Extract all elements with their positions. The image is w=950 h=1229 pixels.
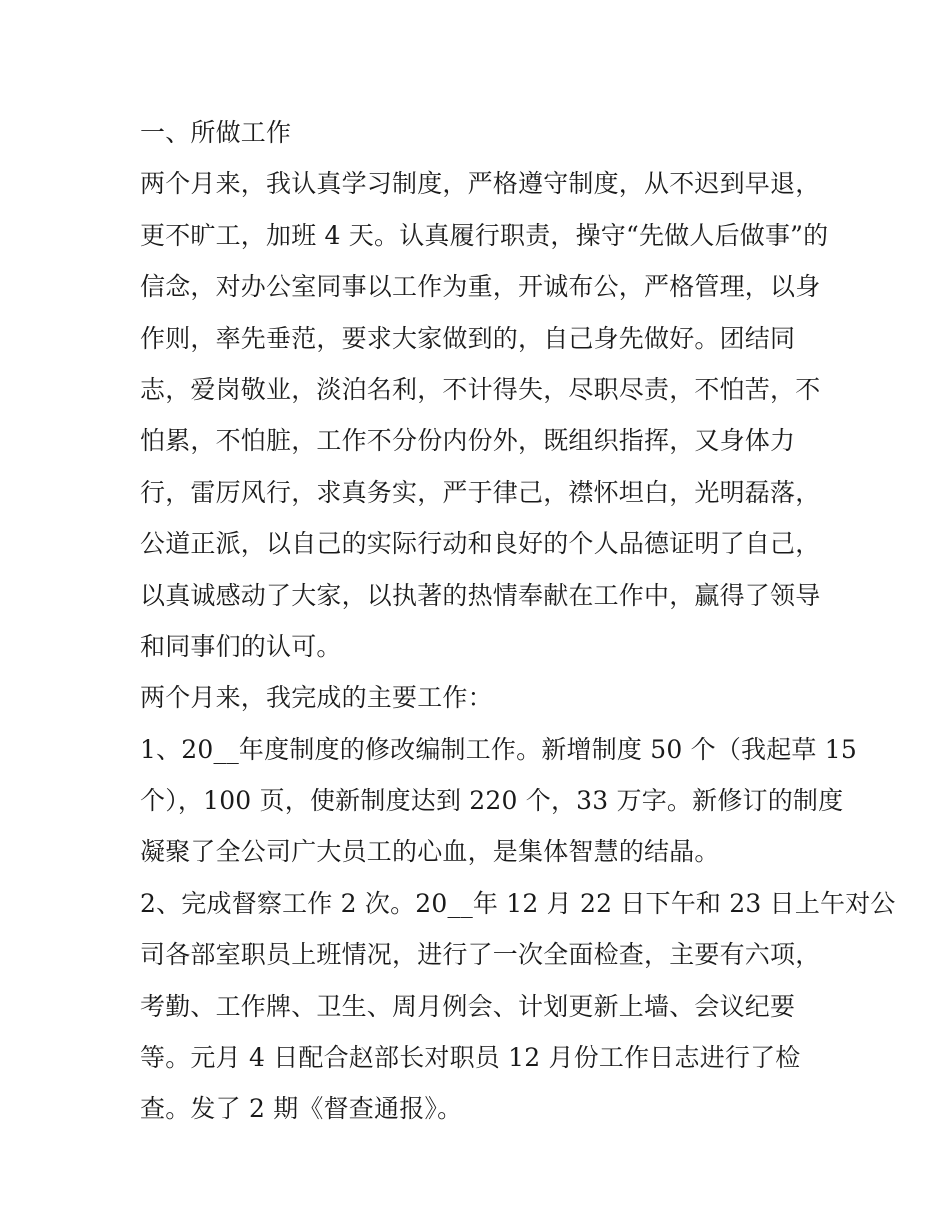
paragraph-line: 怕累，不怕脏，工作不分份内份外，既组织指挥，又身体力 [140, 426, 796, 456]
paragraph-line: 信念，对办公室同事以工作为重，开诚布公，严格管理，以身 [140, 272, 821, 302]
list-item-line: 司各部室职员上班情况，进行了一次全面检查，主要有六项， [140, 940, 821, 970]
paragraph-line: 志，爱岗敬业，淡泊名利，不计得失，尽职尽责，不怕苦，不 [140, 374, 821, 404]
paragraph-line: 以真诚感动了大家，以执著的热情奉献在工作中，赢得了领导 [140, 580, 821, 610]
paragraph-line: 两个月来，我认真学习制度，严格遵守制度，从不迟到早退， [140, 169, 821, 199]
list-item-line: 1、20__年度制度的修改编制工作。新增制度 50 个（我起草 15 [140, 734, 857, 764]
list-item-line: 个），100 页，使新制度达到 220 个，33 万字。新修订的制度 [140, 786, 844, 816]
paragraph-line: 作则，率先垂范，要求大家做到的，自己身先做好。团结同 [140, 323, 796, 353]
list-item-line: 等。元月 4 日配合赵部长对职员 12 月份工作日志进行了检 [140, 1043, 801, 1073]
list-item-line: 考勤、工作牌、卫生、周月例会、计划更新上墙、会议纪要 [140, 991, 796, 1021]
document-body [140, 107, 896, 1135]
list-item-line: 查。发了 2 期《督查通报》。 [140, 1094, 463, 1124]
section-heading: 一、所做工作 [140, 118, 292, 147]
paragraph-line: 更不旷工，加班 4 天。认真履行职责，操守“先做人后做事”的 [140, 220, 829, 250]
paragraph-line: 两个月来，我完成的主要工作： [140, 683, 493, 713]
list-item-line: 凝聚了全公司广大员工的心血，是集体智慧的结晶。 [140, 837, 720, 867]
paragraph-line: 和同事们的认可。 [140, 631, 342, 661]
paragraph-line: 公道正派，以自己的实际行动和良好的个人品德证明了自己， [140, 529, 821, 559]
paragraph-line: 行，雷厉风行，求真务实，严于律己，襟怀坦白，光明磊落， [140, 477, 821, 507]
list-item-line: 2、完成督察工作 2 次。20__年 12 月 22 日下午和 23 日上午对公 [140, 888, 896, 918]
